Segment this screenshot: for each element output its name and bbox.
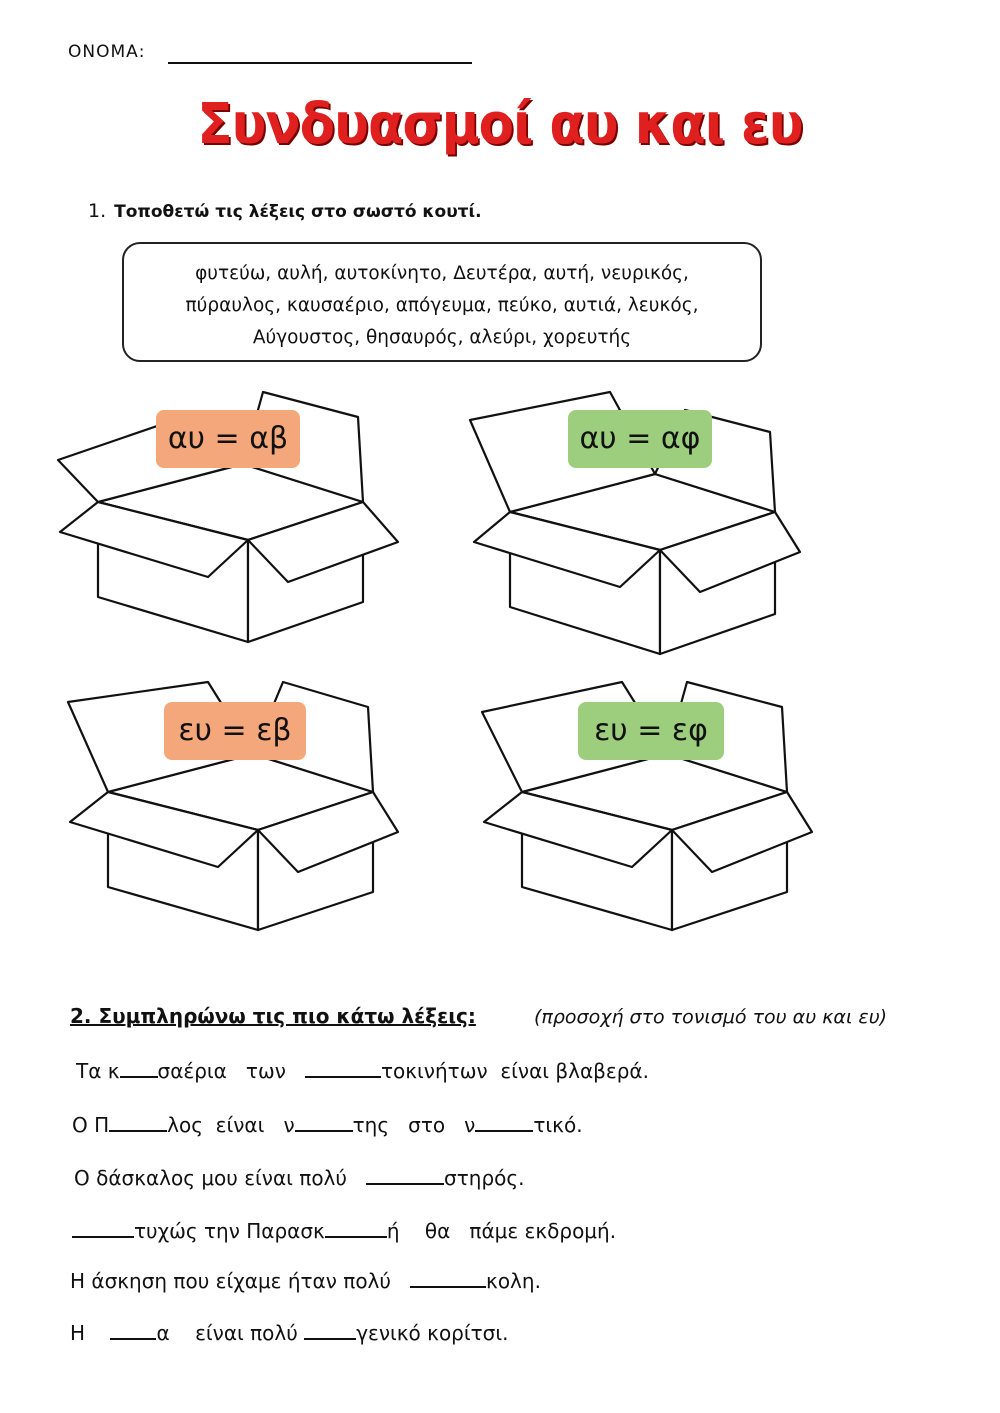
sentence-2 <box>72 1112 583 1137</box>
sentence-text: στηρός. <box>444 1166 525 1190</box>
fill-blank[interactable] <box>109 1112 167 1132</box>
sentence-text: λος είναι ν <box>167 1113 295 1137</box>
fill-blank[interactable] <box>110 1320 156 1340</box>
word-bank-line: πύραυλος, καυσαέριο, απόγευμα, πεύκο, αυτιά, λευκός, <box>185 295 699 316</box>
box-av-af[interactable] <box>470 392 770 662</box>
sentence-text: τικό. <box>533 1113 583 1137</box>
exercise-1-text: Τοποθετώ τις λέξεις στο σωστό κουτί. <box>114 202 482 222</box>
sentence-5 <box>70 1268 541 1293</box>
sentence-4 <box>72 1218 616 1243</box>
fill-blank[interactable] <box>366 1165 444 1185</box>
sentence-text: Ο δάσκαλος μου είναι πολύ <box>74 1166 367 1190</box>
fill-blank[interactable] <box>325 1218 387 1238</box>
fill-blank[interactable] <box>475 1112 533 1132</box>
box-label: ευ = εβ <box>164 702 306 760</box>
sentence-text: Η <box>70 1321 111 1345</box>
fill-blank[interactable] <box>305 1058 381 1078</box>
exercise-2-note: (προσοχή στο τονισμό του αυ και ευ) <box>534 1006 888 1028</box>
sentence-text: Ο Π <box>72 1113 110 1137</box>
exercise-1-instruction <box>88 200 482 222</box>
sentence-text: σαέρια των <box>157 1059 305 1083</box>
sentence-3 <box>74 1165 524 1190</box>
sentence-6 <box>70 1320 508 1345</box>
sentence-text: τοκινήτων είναι βλαβερά. <box>380 1059 649 1083</box>
sentence-text: α είναι πολύ <box>156 1321 305 1345</box>
fill-blank[interactable] <box>72 1218 134 1238</box>
word-bank-line: Αύγουστος, θησαυρός, αλεύρι, χορευτής <box>252 327 632 348</box>
exercise-1-number: 1. <box>88 200 107 222</box>
word-bank-line: φυτεύω, αυλή, αυτοκίνητο, Δευτέρα, αυτή, νευρικός, <box>195 263 689 284</box>
box-ev-ef[interactable] <box>482 682 782 952</box>
box-av-avh[interactable] <box>58 392 358 662</box>
page-title: Συνδυασμοί αυ και ευ <box>197 92 803 157</box>
sentence-text: Τα κ <box>76 1059 120 1083</box>
box-label: αυ = αφ <box>568 410 712 468</box>
sentence-text: Η άσκηση που είχαμε ήταν πολύ <box>70 1269 411 1293</box>
fill-blank[interactable] <box>295 1112 353 1132</box>
exercise-2-heading: 2. Συμπληρώνω τις πιο κάτω λέξεις: <box>70 1004 476 1028</box>
name-label: ΟΝΟΜΑ: <box>68 42 146 62</box>
word-bank <box>122 242 762 362</box>
box-label: αυ = αβ <box>156 410 300 468</box>
box-ev-ev[interactable] <box>68 682 368 952</box>
sentence-text: ή θα πάμε εκδρομή. <box>386 1219 617 1243</box>
sentence-text: γενικό κορίτσι. <box>356 1321 509 1345</box>
sentence-text: της στο ν <box>352 1113 476 1137</box>
sentence-1 <box>76 1058 649 1083</box>
sentence-text: κολη. <box>486 1269 541 1293</box>
fill-blank[interactable] <box>410 1268 486 1288</box>
fill-blank[interactable] <box>304 1320 356 1340</box>
sentence-text: τυχώς την Παρασκ <box>134 1219 325 1243</box>
box-label: ευ = εφ <box>578 702 724 760</box>
name-input-line[interactable] <box>168 62 472 64</box>
fill-blank[interactable] <box>120 1058 158 1078</box>
